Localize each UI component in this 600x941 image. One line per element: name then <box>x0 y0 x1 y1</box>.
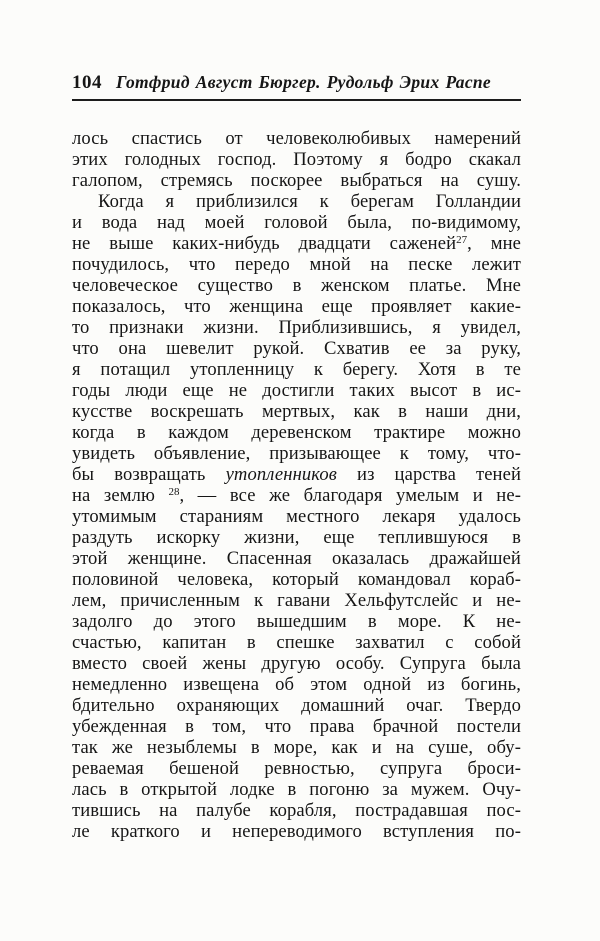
text-segment: бдительно охраняющих домашний очаг. Твердо <box>72 695 521 716</box>
text-line <box>72 338 521 359</box>
text-segment: когда в каждом деревенском трактире можно <box>72 422 521 443</box>
page-number: 104 <box>72 72 102 93</box>
text-line <box>72 506 521 527</box>
text-segment: немедленно извещена об этом одной из богинь, <box>72 674 521 695</box>
footnote-ref: 28 <box>168 486 180 498</box>
text-line <box>72 422 521 443</box>
running-header <box>72 72 521 94</box>
text-line <box>72 779 521 800</box>
text-segment: вместо своей жены другую особу. Супруга была <box>72 653 521 674</box>
text-line <box>72 527 521 548</box>
text-segment: тившись на палубе корабля, пострадавшая пос- <box>72 800 521 821</box>
text-segment: на землю <box>72 485 169 506</box>
text-line <box>72 632 521 653</box>
text-segment: убежденная в том, что права брачной постели <box>72 716 521 737</box>
text-line <box>72 695 521 716</box>
text-segment: я потащил утопленницу к берегу. Хотя в те <box>72 359 521 380</box>
text-segment: галопом, стремясь поскорее выбраться на сушу. <box>72 170 521 191</box>
text-segment: годы люди еще не достигли таких высот в ис- <box>72 380 521 401</box>
text-segment: Когда я приблизился к берегам Голландии <box>98 191 521 212</box>
text-segment: человеческое существо в женском платье. Мне <box>72 275 521 296</box>
text-segment: , — все же благодаря умелым и не- <box>179 485 521 506</box>
running-head-title: Готфрид Август Бюргер. Рудольф Эрих Распе <box>116 72 491 92</box>
text-line <box>72 800 521 821</box>
text-line <box>72 653 521 674</box>
text-line <box>72 548 521 569</box>
page-content <box>72 72 521 842</box>
text-line <box>72 254 521 275</box>
text-line <box>72 485 521 506</box>
text-line <box>72 569 521 590</box>
text-line <box>72 716 521 737</box>
text-line <box>72 149 521 170</box>
text-line <box>72 191 521 212</box>
text-line <box>72 758 521 779</box>
text-line <box>72 170 521 191</box>
text-line <box>72 212 521 233</box>
text-segment: что она шевелит рукой. Схватив ее за руку, <box>72 338 521 359</box>
text-line <box>72 737 521 758</box>
text-segment: лась в открытой лодке в погоню за мужем. Очу- <box>72 779 521 800</box>
text-segment: показалось, что женщина еще проявляет какие- <box>72 296 521 317</box>
text-segment: бы возвращать <box>72 464 226 485</box>
text-segment: , мне <box>467 233 521 254</box>
text-line <box>72 443 521 464</box>
text-line <box>72 590 521 611</box>
text-segment: почудилось, что передо мной на песке лежит <box>72 254 521 275</box>
text-line <box>72 674 521 695</box>
text-segment: утомимым стараниям местного лекаря удалось <box>72 506 521 527</box>
text-segment: не выше каких-нибудь двадцати саженей <box>72 233 457 254</box>
text-line <box>72 380 521 401</box>
text-segment: увидеть объявление, призывающее к тому, что- <box>72 443 521 464</box>
text-segment: лось спастись от человеколюбивых намерений <box>72 128 521 149</box>
text-segment: задолго до этого вышедшим в море. К не- <box>72 611 521 632</box>
text-line <box>72 128 521 149</box>
text-line <box>72 611 521 632</box>
text-segment: реваемая бешеной ревностью, супруга броси- <box>72 758 521 779</box>
text-segment: так же незыблемы в море, как и на суше, обу- <box>72 737 521 758</box>
text-line <box>72 359 521 380</box>
text-segment: то признаки жизни. Приблизившись, я увидел, <box>72 317 521 338</box>
text-line <box>72 821 521 842</box>
text-segment: лем, причисленным к гавани Хельфутслейс и не- <box>72 590 521 611</box>
text-segment: и вода над моей головой была, по-видимому, <box>72 212 521 233</box>
body-text <box>72 128 521 842</box>
text-segment: из царства теней <box>336 464 521 485</box>
footnote-ref: 27 <box>456 234 468 246</box>
text-line <box>72 464 521 485</box>
italic-text: утопленников <box>225 464 337 485</box>
text-segment: ле краткого и непереводимого вступления по- <box>72 821 521 842</box>
text-segment: кусстве воскрешать мертвых, как в наши дни, <box>72 401 521 422</box>
header-rule <box>72 99 521 101</box>
text-line <box>72 317 521 338</box>
text-line <box>72 401 521 422</box>
text-segment: этой женщине. Спасенная оказалась дражайшей <box>72 548 521 569</box>
text-line <box>72 233 521 254</box>
text-segment: этих голодных господ. Поэтому я бодро скакал <box>72 149 521 170</box>
text-line <box>72 296 521 317</box>
text-segment: половиной человека, который командовал кораб- <box>72 569 521 590</box>
text-segment: счастью, капитан в спешке захватил с собой <box>72 632 521 653</box>
text-segment: раздуть искорку жизни, еще теплившуюся в <box>72 527 521 548</box>
text-line <box>72 275 521 296</box>
